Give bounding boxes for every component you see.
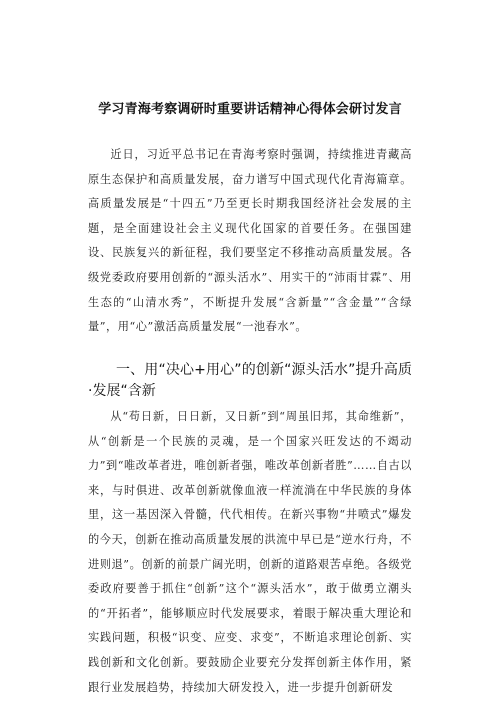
intro-paragraph: 近日，习近平总书记在青海考察时强调，持续推进青藏高原生态保护和高质量发展，奋力谱写中国式现代化青海篇章。高质量发展是“十四五”乃至更长时期我国经济社会发展的主题，是全面建设社会主义现代化国家的首要任务。在强国建设、民族复兴的新征程，我们要坚定不移推动高质量发展。各级党委政府要用创新的“源头活水”、用实干的“沛雨甘霖”、用生态的“山清水秀”，不断提升发展“含新量”“含金量”“含绿量”，用“心”激活高质量发展“一池春水”。 bbox=[88, 148, 412, 334]
section-1-paragraph: 从“苟日新，日日新，又日新”到“周虽旧邦，其命维新”，从“创新是一个民族的灵魂，是一个国家兴旺发达的不竭动力”到“唯改革者进，唯创新者强，唯改革创新者胜”……自古以来，与时俱进、改革创新就像血液一样流淌在中华民族的身体里，这一基因深入骨髓，代代相传。在新兴事物“井喷式”爆发的今天，创新在推动高质量发展的洪流中早已是“逆水行舟，不进则退”。创新的前景广阔光明，创新的道路艰苦卓绝。各级党委政府要善于抓住“创新”这个“源头活水”，敢于做勇立潮头的“开拓者”，能够顺应时代发展要求，着眼于解决重大理论和实践问题，积极“识变、应变、求变”，不断追求理论创新、实践创新和文化创新。要鼓励企业要充分发挥创新主体作用，紧跟行业发展趋势，持续加大研发投入，进一步提升创新研发 bbox=[88, 410, 412, 694]
section-heading-1: 一、用“决心+用心”的创新“源头活水”提升高质·发展“含新 bbox=[88, 362, 412, 399]
document-title: 学习青海考察调研时重要讲话精神心得体会研讨发言 bbox=[98, 102, 402, 117]
